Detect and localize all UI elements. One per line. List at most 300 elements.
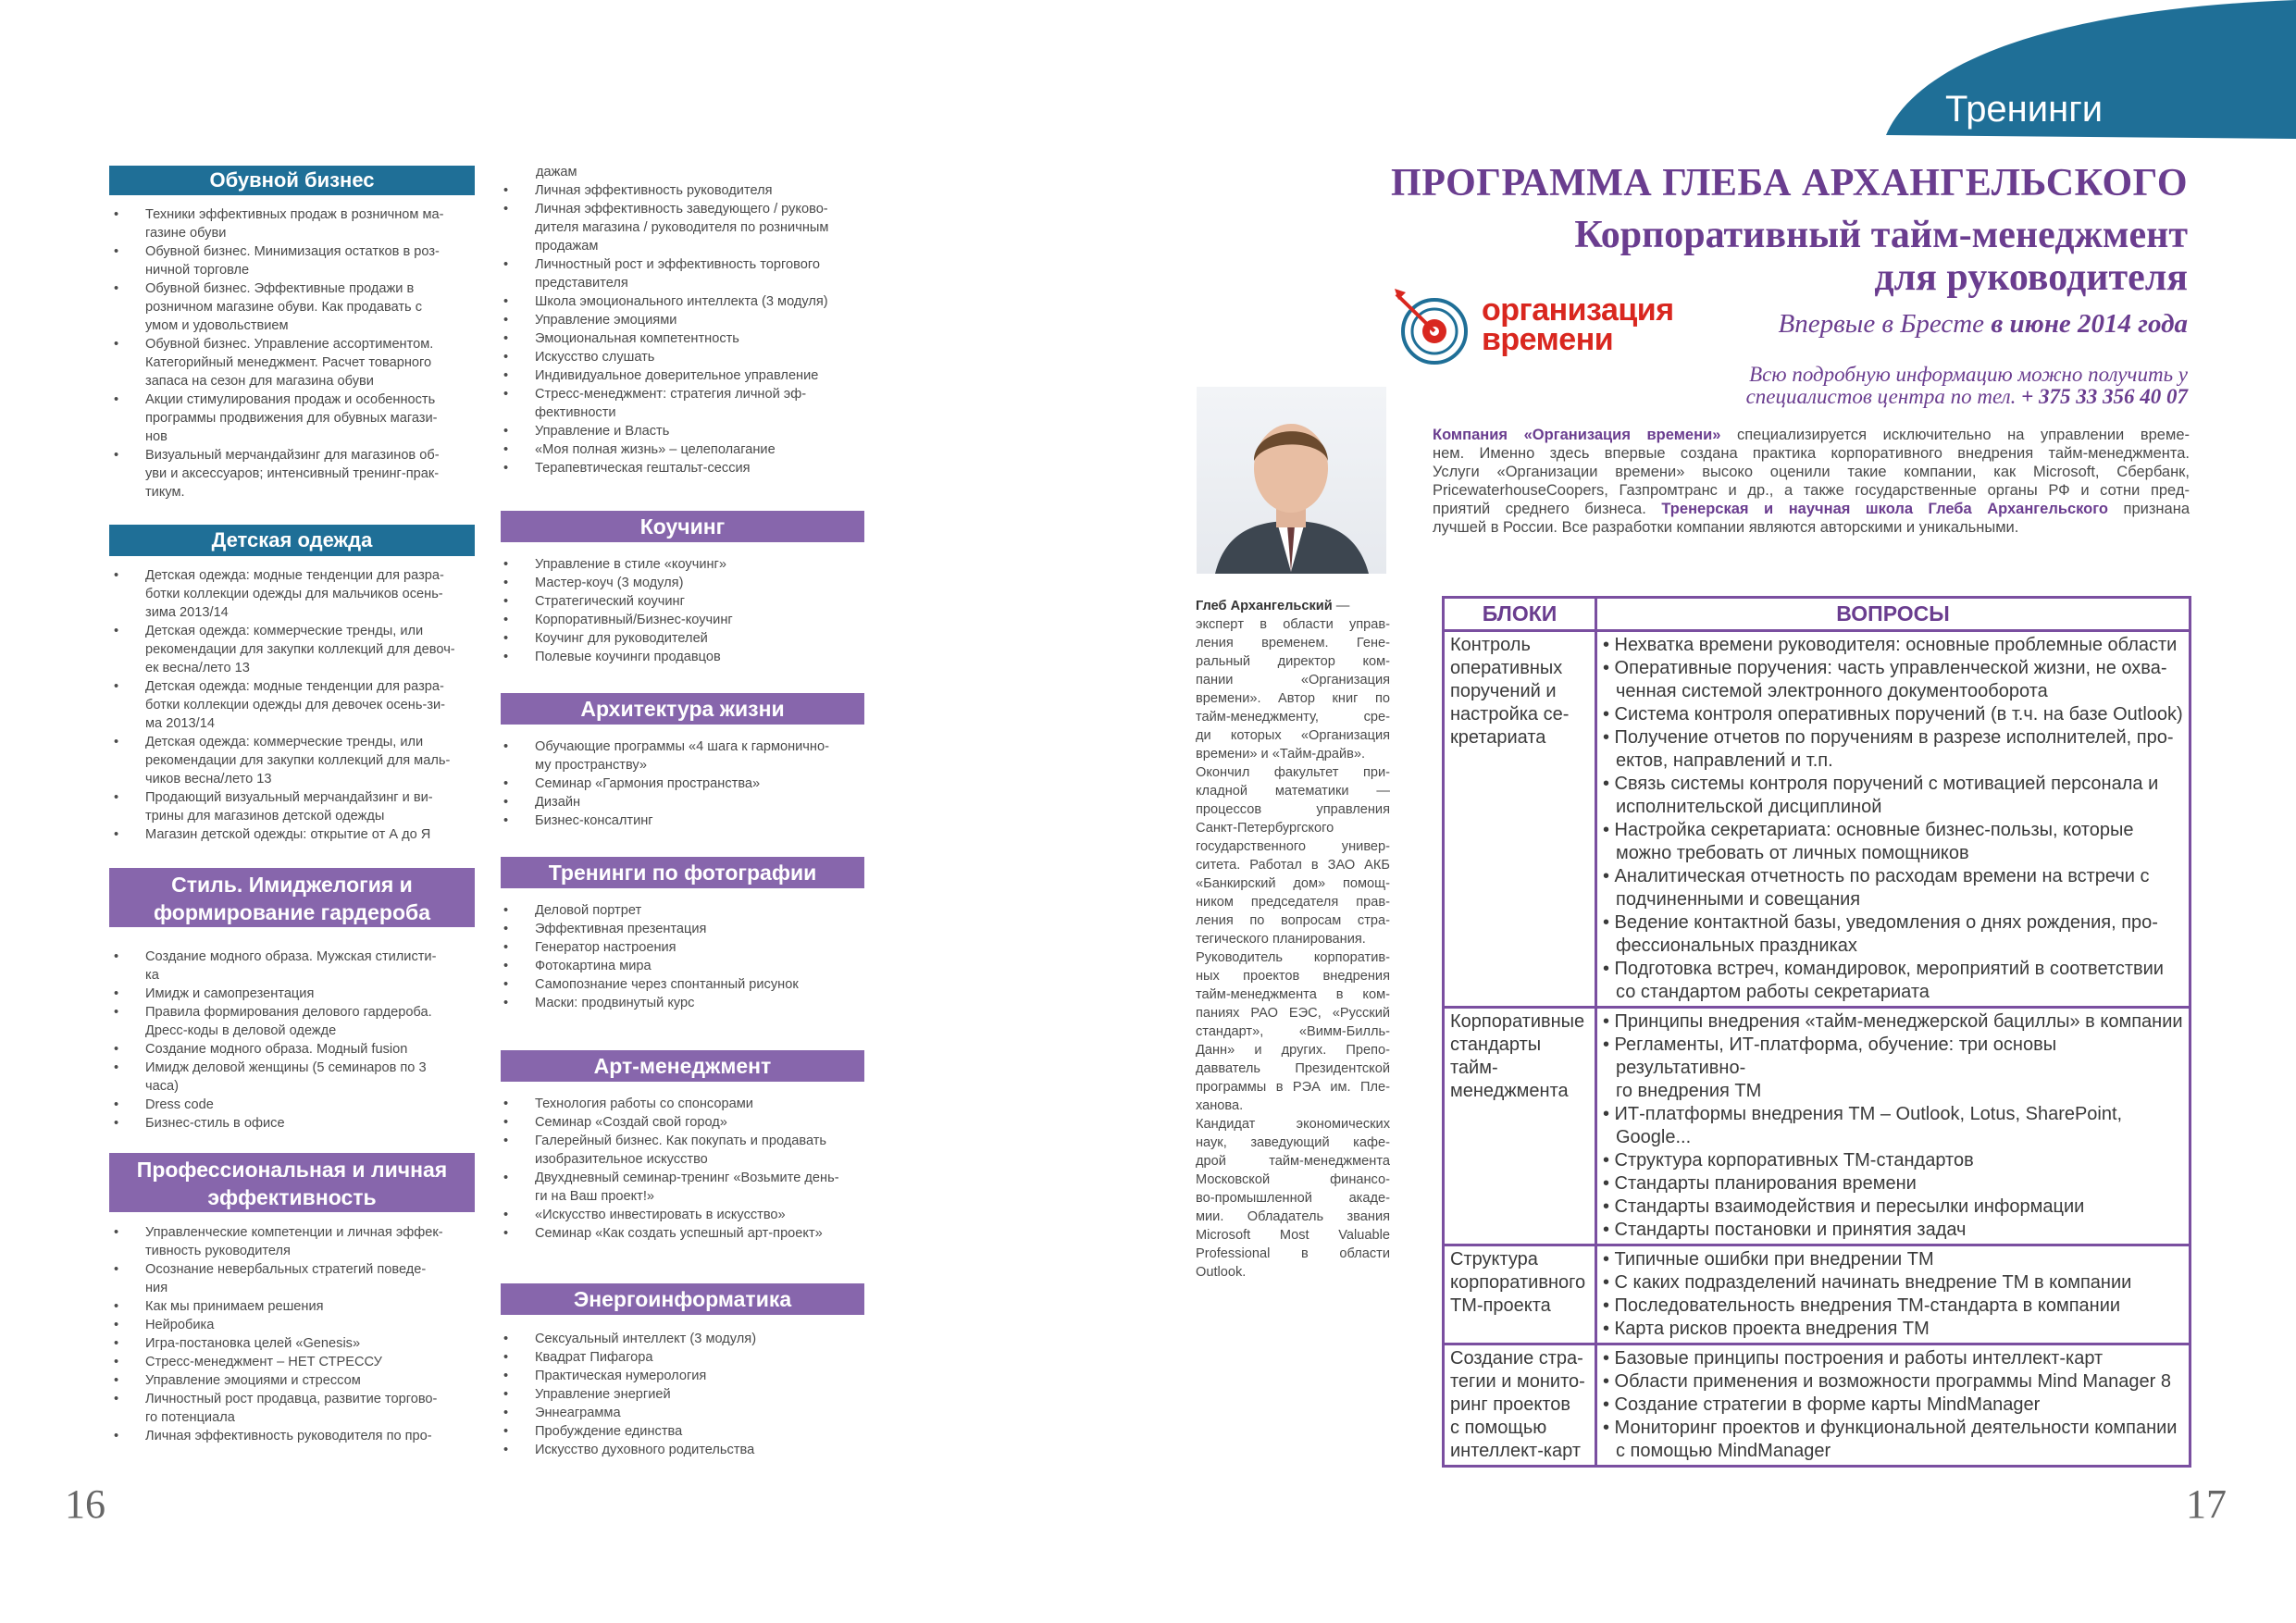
page-number-left: 16 [65,1481,105,1527]
list-item [145,622,508,677]
question-line: • Карта рисков проекта внедрения ТМ [1603,1319,1930,1339]
bio-line: во-промышленной акаде- [1196,1191,1390,1206]
question-line: • С каких подразделений начинать внедрение ТМ в компании [1603,1272,2132,1293]
list-item-line: тикум. [145,485,185,500]
list-item: • Управление в стиле «коучинг» [535,555,898,574]
list-item [145,446,508,502]
list-item-line: • «Моя полная жизнь» – целеполагание [535,442,776,457]
list-item [145,1334,508,1353]
list-item [145,825,508,844]
list-item: • Квадрат Пифагора [535,1348,898,1367]
bio-line: Данн» и других. Препо- [1196,1043,1390,1058]
question-line: • Получение отчетов по поручениям в разрезе исполнителей, про- [1603,727,2174,748]
bio-line: тайм-менеджмента в ком- [1196,987,1390,1002]
list-item-line: рекомендации для закупки коллекций для девоч- [145,642,455,657]
bio-line: ральный директор ком- [1196,654,1390,669]
block-label-cell [1444,631,1596,1008]
bio-line: тайм-менеджменту, сре- [1196,710,1390,725]
list-item: • Самопознание через спонтанный рисунок [535,975,898,994]
question-line: • Система контроля оперативных поручений (в т.ч. на базе Outlook) [1603,704,2183,725]
list-item-line: • Имидж и самопрезентация [145,986,315,1001]
table-row [1444,1245,2191,1344]
question-line: • Подготовка встреч, командировок, мероприятий в соответствии [1603,959,2164,979]
block-label-line: поручений и [1450,681,1557,701]
questions-cell [1596,1245,2191,1344]
company-line2: нем. Именно здесь впервые создана практика корпоративного внедрения тайм-менеджмента. [1433,445,2190,462]
list-item-line: умом и удовольствием [145,318,289,333]
block-label-line: Структура [1450,1249,1538,1270]
list-item-line: • Управление эмоциями [535,313,677,328]
bio-line: стандарт», «Вимм-Билль- [1196,1024,1390,1039]
company-line1: специализируется исключительно на управлении време- [1720,427,2190,443]
style-list [112,948,508,1133]
questions-cell [1596,1344,2191,1467]
question-line: • Принципы внедрения «тайм-менеджерской бациллы» в компании [1603,1011,2183,1032]
company-description [1433,426,2190,537]
list-item-line: • Личная эффективность руководителя [535,183,773,198]
list-item-line: • Эмоциональная компетентность [535,331,739,346]
bio-line: Окончил факультет при- [1196,765,1390,780]
list-item-line: • Личностный рост продавца, развитие торгово- [145,1392,438,1406]
block-label-cell [1444,1008,1596,1245]
list-item [145,1390,508,1427]
list-item [535,385,898,422]
list-item-line: ботки коллекции одежды для мальчиков осень- [145,587,443,601]
list-item-line: • Нейробика [145,1318,215,1332]
block-label-line: кретариата [1450,727,1546,748]
bio-line: наук, заведующий кафе- [1196,1135,1390,1150]
list-item-line: фективности [535,405,616,420]
list-item [145,985,508,1003]
bio-line: экспеpт в области управ- [1196,617,1390,632]
list-item: • Эффективная презентация [535,920,898,938]
section-header-art: Арт-менеджмент [501,1050,864,1082]
list-item-line: • Семинар «Как создать успешный арт-проект» [535,1226,823,1241]
list-item [145,1353,508,1371]
program-subtitle-line2: для руководителя [1874,256,2188,299]
bio-line: ных проектов внедрения [1196,969,1390,984]
bio-line: Кандидат экономических [1196,1117,1390,1132]
list-item [535,440,898,459]
program-date-line [1779,309,2189,340]
list-item: • Корпоративный/Бизнес-коучинг [535,611,898,629]
list-item-line: зима 2013/14 [145,605,229,620]
list-item: • Фотокартина мира [535,957,898,975]
list-item-line: • Управление эмоциями и стрессом [145,1373,361,1388]
list-item-line: • Бизнес-стиль в офисе [145,1116,285,1131]
list-item-line: • Стресс-менеджмент: стратегия личной эф- [535,387,807,402]
list-item-line: • Стресс-менеджмент – НЕТ СТРЕССУ [145,1355,382,1369]
list-item-line: • Личная эффективность руководителя по про- [145,1429,432,1443]
list-item-line: • Личностный рост и эффективность торгового [535,257,820,272]
question-line: • Аналитическая отчетность по расходам времени на встречи с [1603,866,2150,886]
energy-list [502,1330,898,1459]
table-row [1444,1344,2191,1467]
bio-line: времени» и «Тайм-драйв». [1196,747,1366,762]
blocks-table [1442,596,2191,1468]
list-item-line: му пространству» [535,758,647,773]
question-line: • Стандарты планирования времени [1603,1173,1917,1194]
company-line4: PricewaterhouseCoopers, Газпромтранс и др., а также государственные органы РФ и сотни пред- [1433,482,2190,499]
bio-line: ления по вопросам стра- [1196,913,1390,928]
list-item [145,1260,508,1297]
list-item: • Генератор настроения [535,938,898,957]
question-line: • Последовательность внедрения ТМ-стандарта в компании [1603,1295,2121,1316]
block-label-line: Контроль [1450,635,1531,655]
target-clock-icon [1393,287,1472,366]
photo-list [502,901,898,1012]
list-item-line: ния [145,1281,168,1295]
list-item-line: • Двухдневный семинар-тренинг «Возьмите день- [535,1171,839,1185]
list-item-line: ек весна/лето 13 [145,661,250,675]
list-item-line: газине обуви [145,226,227,241]
list-item [535,793,898,812]
list-item-line: • Технология работы со спонсорами [535,1096,753,1111]
list-item-line: часа) [145,1079,179,1094]
list-item-line: тивность руководителя [145,1244,291,1258]
list-item [145,1114,508,1133]
list-item [145,1371,508,1390]
list-item [145,390,508,446]
arch-list [502,737,898,830]
list-item-line: • Как мы принимаем решения [145,1299,324,1314]
list-item [145,1059,508,1096]
block-label-line: менеджмента [1450,1081,1569,1101]
bio-line: пании «Организация [1196,673,1390,688]
list-item-line: • Детская одежда: модные тенденции для разра- [145,568,444,583]
list-item-line: рекомендации для закупки коллекций для маль- [145,753,451,768]
bio-line: Professional в области [1196,1246,1390,1261]
coaching-list [502,555,898,666]
style-title-line1: Стиль. Имиджелогия и [171,873,413,897]
list-item [145,1223,508,1260]
list-item: • Эннеаграмма [535,1404,898,1422]
list-item: • Деловой портрет [535,901,898,920]
list-item-line: запаса на сезон для магазина обуви [145,374,374,389]
question-line: подчиненными и совещания [1616,889,1861,910]
list-item-line: • Обувной бизнес. Управление ассортиментом. [145,337,434,352]
date-text: в июне 2014 года [1991,309,2188,339]
list-item-line: • Создание модного образа. Мужская стилисти- [145,949,437,964]
bio-line: кладной математики — [1196,784,1390,799]
list-item-line: • Создание модного образа. Модный fusion [145,1042,408,1057]
bio-line: Microsoft Most Valuable [1196,1228,1390,1243]
bio-name: Глеб Архангельский [1196,599,1333,613]
list-item-line: изобразительное искусство [535,1152,708,1167]
list-item-line: чиков весна/лето 13 [145,772,272,787]
list-item [145,1096,508,1114]
question-line: • Нехватка времени руководителя: основные проблемные области [1603,635,2178,655]
company-school: Тренерская и научная школа Глеба Архангельского [1661,501,2108,517]
bio-line: дрой тайм-менеджмента [1196,1154,1390,1169]
person-silhouette-icon [1197,387,1386,574]
list-item [145,566,508,622]
company-logo [1393,287,1698,370]
block-label-line: ринг проектов [1450,1394,1571,1415]
bio-line: времени». Автор книг по [1196,691,1390,706]
company-lead: Компания «Организация времени» [1433,427,1721,443]
section-header-style [109,868,475,927]
program-subtitle-line1: Корпоративный тайм-менеджмент [1574,214,2188,256]
logo-line2: времени [1482,322,1614,357]
list-item-line: • Индивидуальное доверительное управление [535,368,819,383]
question-line: ченная системой электронного документооборота [1616,681,2048,701]
list-item [145,1040,508,1059]
list-item [145,788,508,825]
list-item [535,255,898,292]
section-header-energy: Энергоинформатика [501,1283,864,1315]
list-item [535,1095,898,1113]
question-line: фессиональных праздниках [1616,935,1857,956]
list-item [535,1224,898,1243]
bio-line: давватель Президентской [1196,1061,1390,1076]
phone-number: + 375 33 356 40 07 [2021,385,2188,408]
list-item [145,335,508,390]
program-title: ПРОГРАММА ГЛЕБА АРХАНГЕЛЬСКОГО [1391,162,2188,204]
bio-line: паниях РАО ЕЭС, «Русский [1196,1006,1390,1021]
info-line2 [1746,385,2188,409]
list-item: • Практическая нумерология [535,1367,898,1385]
block-label-line: настройка се- [1450,704,1570,725]
first-time-text: Впервые в Бресте [1778,309,1985,339]
bio-line: Санкт-Петербургского [1196,821,1334,836]
list-item-line: • Осознание невербальных стратегий поведе- [145,1262,427,1277]
page-number-right: 17 [2186,1481,2227,1527]
questions-cell [1596,1008,2191,1245]
bio-line: тегического планирования. [1196,932,1366,947]
bio-line: государственного универ- [1196,839,1390,854]
question-line: • Ведение контактной базы, уведомления о днях рождения, про- [1603,912,2158,933]
list-item-line: Категорийный менеджмент. Расчет товарного [145,355,432,370]
list-item-line: ботки коллекции одежды для девочек осень-зи- [145,698,446,712]
bio-line: процессов управления [1196,802,1390,817]
block-label-line: тегии и монито- [1450,1371,1585,1392]
question-line: • Создание стратегии в форме карты MindManager [1603,1394,2041,1415]
bio-line: Руководитель корпоратив- [1196,950,1390,965]
bio-line: Московской финансо- [1196,1172,1390,1187]
list-item [145,1003,508,1040]
block-label-line: с помощью [1450,1418,1547,1438]
list-item [145,1297,508,1316]
list-item [535,311,898,329]
pro-list [112,1223,508,1445]
list-item-line: • Имидж деловой женщины (5 семинаров по 3 [145,1060,427,1075]
list-item: • Коучинг для руководителей [535,629,898,648]
list-item [535,422,898,440]
question-line: • ИТ-платформы внедрения ТМ – Outlook, Lotus, SharePoint, [1603,1104,2123,1124]
list-item-line: • Продающий визуальный мерчандайзинг и ви- [145,790,433,805]
list-item: • Искусство духовного родительства [535,1441,898,1459]
question-line: • Связь системы контроля поручений с мотивацией персонала и [1603,774,2159,794]
list-item [535,1113,898,1132]
question-line: со стандартом работы секретариата [1616,982,1930,1002]
table-row [1444,631,2191,1008]
list-item [145,1427,508,1445]
list-item-line: • Дизайн [535,795,581,810]
list-item-line: • Игра-постановка целей «Genesis» [145,1336,361,1351]
bio-line: ситета. Работал в ЗАО АКБ [1196,858,1390,873]
block-label-line: Создание стра- [1450,1348,1583,1369]
list-item [535,329,898,348]
question-line: ектов, направлений и т.п. [1616,750,1833,771]
list-item-line: • Визуальный мерчандайзинг для магазинов об- [145,448,440,463]
list-item-line: ги на Ваш проект!» [535,1189,655,1204]
company-line6: лучшей в России. Все разработки компании являются авторскими и уникальными. [1433,519,2019,536]
bio-block: Глеб Архангельский — экспеpт в области управ- ления временем. Гене- ральный директор ком- пании «Организация времени». Автор книг по тайм-менеджменту, сре- ди которых «Организация времени» и «Тайм-драйв». Окончил факультет при- кладной математики — процессов управления Санкт-Петербургского государственного универ- ситета. Работал в ЗАО АКБ «Банкирский дом» помощ- ником председателя прав- ления по вопросам стра- тегического планирования. Руководитель корпоратив- ных проектов внедрения тайм-менеджмента в ком- паниях РАО ЕЭС, «Русский стандарт», «Вимм-Билль- Данн» и других. Препо- давватель Президентской программы в РЭА им. Пле- ханова. Кандидат экономических наук, заведующий кафе- дрой тайм-менеджмента Московской финансо- во-промышленной акаде- мии. Обладатель звания Microsoft Most Valuable Professional в области Outlook. [1196,599,1390,1280]
block-label-line: стандарты тайм- [1450,1035,1542,1078]
list-item-line: • Личная эффективность заведующего / руково- [535,202,828,217]
bio-text [1196,615,1390,1282]
list-item [535,774,898,793]
list-item-line: • Dress code [145,1097,214,1112]
question-line: • Мониторинг проектов и функциональной деятельности компании [1603,1418,2178,1438]
bio-line: Outlook. [1196,1265,1247,1280]
block-label-cell [1444,1344,1596,1467]
list-item [535,200,898,255]
bio-line: ди которых «Организация [1196,728,1390,743]
list-item-line: нов [145,429,168,444]
block-label-line: корпоративного [1450,1272,1586,1293]
block-label-cell [1444,1245,1596,1344]
list-item-line: • Детская одежда: коммерческие тренды, или [145,735,424,750]
question-line: можно требовать от личных помощников [1616,843,1969,863]
list-item-line: уви и аксессуаров; интенсивный тренинг-прак- [145,466,440,481]
question-line: исполнительской дисциплиной [1616,797,1882,817]
question-line: • Базовые принципы построения и работы интеллект-карт [1603,1348,2104,1369]
list-item: • Пробуждение единства [535,1422,898,1441]
bio-line: ником председателя прав- [1196,895,1390,910]
question-line: • Настройка секретариата: основные бизнес-пользы, которые [1603,820,2134,840]
list-item-line: ка [145,968,159,983]
list-item [535,812,898,830]
list-item-line: • Обувной бизнес. Минимизация остатков в роз- [145,244,440,259]
bio-line: «Банкирский дом» помощ- [1196,876,1390,891]
logo-line1: организация [1482,292,1674,328]
question-line: • Оперативные поручения: часть управленческой жизни, не охва- [1603,658,2167,678]
continued-list [502,181,898,477]
list-item-line: • Семинар «Создай свой город» [535,1115,727,1130]
list-item-line: • Правила формирования делового гардероба. [145,1005,432,1020]
section-header-kids: Детская одежда [109,525,475,556]
list-item [535,1206,898,1224]
table-row [1444,1008,2191,1245]
question-line: • Стандарты взаимодействия и пересылки информации [1603,1196,2085,1217]
shoe-list [112,205,508,502]
company-line5-end: признана [2108,501,2190,517]
kids-list [112,566,508,844]
portrait-photo [1197,387,1386,574]
list-item-line: • Детская одежда: модные тенденции для разра- [145,679,444,694]
list-item: • Мастер-коуч (3 модуля) [535,574,898,592]
block-label-line: Корпоративные [1450,1011,1585,1032]
bio-line: ления временем. Гене- [1196,636,1390,650]
list-item-line: • Магазин детской одежды: открытие от А до Я [145,827,431,842]
list-item: • Маски: продвинутый курс [535,994,898,1012]
list-item: • Управление энергией [535,1385,898,1404]
list-item [535,292,898,311]
list-item: • Стратегический коучинг [535,592,898,611]
company-line3: Услуги «Организации времени» высоко оценили такие компании, как Microsoft, Сбербанк, [1433,464,2190,480]
list-item [535,366,898,385]
list-item [535,737,898,774]
block-label-line: оперативных [1450,658,1563,678]
list-item-line: • Обувной бизнес. Эффективные продажи в [145,281,415,296]
list-item-line: • Семинар «Гармония пространства» [535,776,761,791]
question-line: • Стандарты постановки и принятия задач [1603,1220,1967,1240]
list-item [535,1132,898,1169]
section-header-arch: Архитектура жизни [501,693,864,725]
art-list [502,1095,898,1243]
list-item-line: ничной торговле [145,263,250,278]
company-line5-start: приятий среднего бизнеса. [1433,501,1662,517]
list-item-line: • Акции стимулирования продаж и особенность [145,392,436,407]
list-item-line: го потенциала [145,1410,235,1425]
list-item-line: • Управленческие компетенции и личная эффек- [145,1225,443,1240]
question-line: • Структура корпоративных ТМ-стандартов [1603,1150,1974,1171]
list-item-line: дителя магазина / руководителя по розничным [535,220,829,235]
question-line: • Типичные ошибки при внедрении ТМ [1603,1249,1934,1270]
question-line: Google... [1616,1127,1692,1147]
list-item-line: • Обучающие программы «4 шага к гармонично- [535,739,829,754]
list-item-line: • Управление и Власть [535,424,670,439]
question-line: • Регламенты, ИТ-платформа, обучение: три основы результативно- [1603,1035,2057,1078]
info-line1: Всю подробную информацию можно получить у [1749,363,2188,386]
list-item [535,459,898,477]
section-header-photo: Тренинги по фотографии [501,857,864,888]
list-item [145,948,508,985]
trainings-tab-label: Тренинги [1945,89,2104,130]
bio-line: мии. Обладатель звания [1196,1209,1390,1224]
info-line2-text: специалистов центра по тел. [1745,385,2017,408]
list-item [145,733,508,788]
block-label-line: ТМ-проекта [1450,1295,1551,1316]
list-item: • Полевые коучинги продавцов [535,648,898,666]
list-item-line: представителя [535,276,628,291]
section-header-shoe: Обувной бизнес [109,166,475,195]
bio-line: ханова. [1196,1098,1244,1113]
list-item [535,348,898,366]
question-line: с помощью MindManager [1616,1441,1831,1461]
list-item-line: программы продвижения для обувных магази- [145,411,438,426]
list-item [145,242,508,279]
list-item [145,205,508,242]
table-header-blocks: БЛОКИ [1444,598,1596,631]
section-header-coaching: Коучинг [501,511,864,542]
list-item [145,279,508,335]
list-item [145,677,508,733]
list-item-line: розничном магазине обуви. Как продавать с [145,300,423,315]
list-item [535,1169,898,1206]
table-header-questions: ВОПРОСЫ [1596,598,2191,631]
list-item-line: • Терапевтическая гештальт-сессия [535,461,751,476]
list-item-line: • Бизнес-консалтинг [535,813,653,828]
bio-line: программы в РЭА им. Пле- [1196,1080,1390,1095]
list-item-line: продажам [535,239,599,254]
list-item-line: • Искусство слушать [535,350,655,365]
questions-cell [1596,631,2191,1008]
continued-text: дажам [536,165,577,180]
list-item-line: • «Искусство инвестировать в искусство» [535,1208,786,1222]
pro-title-line2: эффективность [207,1185,377,1209]
list-item: • Сексуальный интеллект (3 модуля) [535,1330,898,1348]
list-item [145,1316,508,1334]
pro-title-line1: Профессиональная и личная [136,1158,448,1182]
list-item-line: • Техники эффективных продаж в розничном ма- [145,207,444,222]
list-item [535,181,898,200]
list-item-line: ма 2013/14 [145,716,215,731]
list-item-line: • Галерейный бизнес. Как покупать и продавать [535,1134,827,1148]
section-header-pro [109,1153,475,1212]
